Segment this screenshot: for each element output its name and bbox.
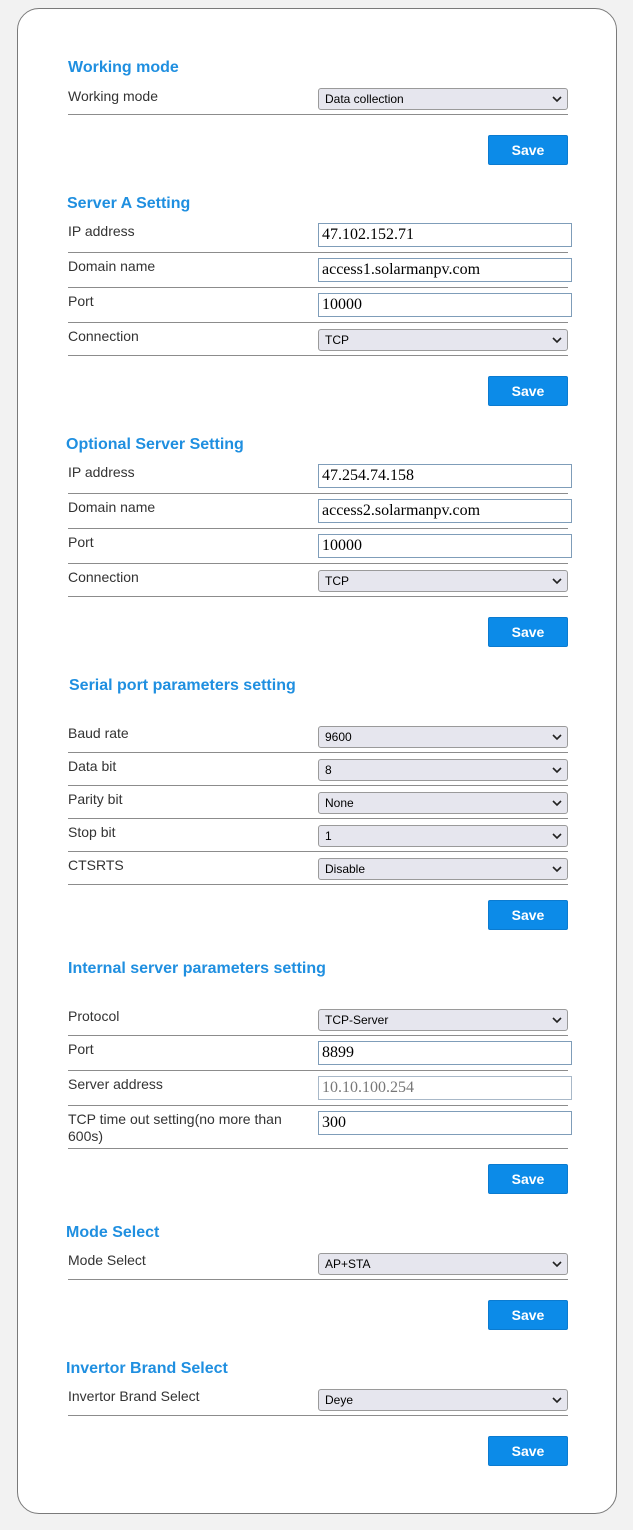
optional-port-input[interactable]: 10000 [318,534,572,558]
server-a-ip-input[interactable]: 47.102.152.71 [318,223,572,247]
data-bit-label: Data bit [68,758,117,774]
protocol-value: TCP-Server [325,1013,389,1027]
divider [68,563,568,564]
divider [68,114,568,115]
parity-bit-label: Parity bit [68,791,123,807]
chevron-down-icon [552,865,562,873]
mode-select-value: AP+STA [325,1257,371,1271]
optional-port-label: Port [68,534,94,550]
divider [68,818,568,819]
divider [68,252,568,253]
settings-panel [17,8,617,1514]
working-mode-title: Working mode [68,59,179,76]
optional-connection-value: TCP [325,574,349,588]
serial-save-button[interactable]: Save [488,900,568,930]
server-a-save-button[interactable]: Save [488,376,568,406]
optional-ip-label: IP address [68,464,135,480]
protocol-label: Protocol [68,1008,120,1024]
brand-select-title: Invertor Brand Select [66,1360,228,1377]
data-bit-select[interactable] [318,759,568,781]
ctsrts-label: CTSRTS [68,857,124,873]
tcp-timeout-label: TCP time out setting(no more than 600s) [68,1111,282,1144]
divider [68,752,568,753]
divider [68,528,568,529]
tcp-timeout-input[interactable]: 300 [318,1111,572,1135]
server-a-port-input[interactable]: 10000 [318,293,572,317]
baud-rate-value: 9600 [325,730,352,744]
chevron-down-icon [552,832,562,840]
chevron-down-icon [552,1260,562,1268]
internal-save-button[interactable]: Save [488,1164,568,1194]
chevron-down-icon [552,766,562,774]
serial-title: Serial port parameters setting [69,677,296,694]
mode-select-label: Mode Select [68,1252,146,1268]
chevron-down-icon [552,1016,562,1024]
optional-ip-input[interactable]: 47.254.74.158 [318,464,572,488]
optional-server-save-button[interactable]: Save [488,617,568,647]
chevron-down-icon [552,577,562,585]
parity-bit-value: None [325,796,354,810]
server-a-connection-value: TCP [325,333,349,347]
server-a-connection-select[interactable] [318,329,568,351]
mode-select-title: Mode Select [66,1224,160,1241]
ctsrts-value: Disable [325,862,366,876]
stop-bit-label: Stop bit [68,824,116,840]
chevron-down-icon [552,336,562,344]
working-mode-select[interactable] [318,88,568,110]
internal-server-title: Internal server parameters setting [68,960,326,977]
divider [68,884,568,885]
chevron-down-icon [552,95,562,103]
brand-select-value: Deye [325,1393,354,1407]
mode-select-save-button[interactable]: Save [488,1300,568,1330]
optional-server-title: Optional Server Setting [66,436,244,453]
internal-port-label: Port [68,1041,94,1057]
ctsrts-select[interactable] [318,858,568,880]
divider [68,851,568,852]
parity-bit-select[interactable] [318,792,568,814]
server-a-domain-input[interactable]: access1.solarmanpv.com [318,258,572,282]
brand-select-label: Invertor Brand Select [68,1388,200,1404]
chevron-down-icon [552,799,562,807]
divider [68,493,568,494]
server-a-title: Server A Setting [67,195,191,212]
server-a-ip-label: IP address [68,223,135,239]
optional-domain-label: Domain name [68,499,156,515]
server-a-port-label: Port [68,293,94,309]
divider [68,1279,568,1280]
working-mode-save-button[interactable]: Save [488,135,568,165]
internal-port-input[interactable]: 8899 [318,1041,572,1065]
brand-select-dropdown[interactable] [318,1389,568,1411]
server-address-input: 10.10.100.254 [318,1076,572,1100]
chevron-down-icon [552,1396,562,1404]
optional-connection-label: Connection [68,569,139,585]
divider [68,1415,568,1416]
baud-rate-select[interactable] [318,726,568,748]
stop-bit-value: 1 [325,829,332,843]
optional-domain-input[interactable]: access2.solarmanpv.com [318,499,572,523]
protocol-select[interactable] [318,1009,568,1031]
server-address-label: Server address [68,1076,163,1092]
divider [68,1070,568,1071]
divider [68,1105,568,1106]
data-bit-value: 8 [325,763,332,777]
baud-rate-label: Baud rate [68,725,129,741]
divider [68,355,568,356]
divider [68,1035,568,1036]
working-mode-value: Data collection [325,92,404,106]
server-a-connection-label: Connection [68,328,139,344]
divider [68,322,568,323]
working-mode-label: Working mode [68,88,159,104]
divider [68,1148,568,1149]
brand-select-save-button[interactable]: Save [488,1436,568,1466]
divider [68,596,568,597]
mode-select-dropdown[interactable] [318,1253,568,1275]
divider [68,785,568,786]
divider [68,287,568,288]
server-a-domain-label: Domain name [68,258,156,274]
optional-connection-select[interactable] [318,570,568,592]
stop-bit-select[interactable] [318,825,568,847]
chevron-down-icon [552,733,562,741]
